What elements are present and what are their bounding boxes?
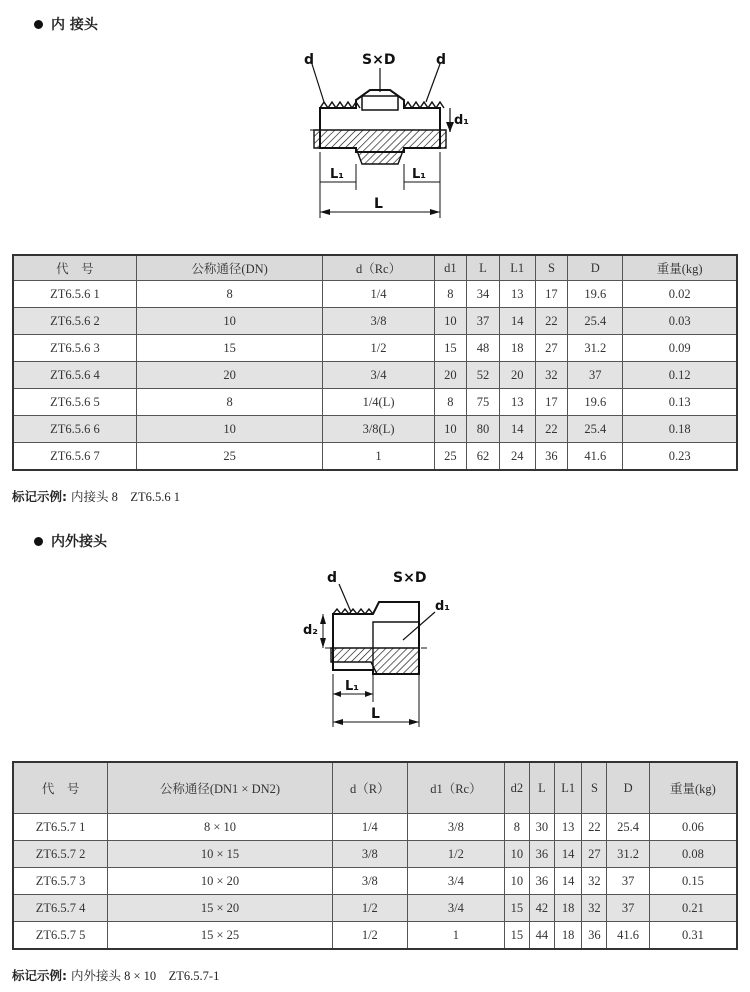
column-header: d（Rc）	[323, 255, 434, 281]
label-d-left: d	[304, 52, 315, 68]
table-cell: 10	[136, 308, 323, 335]
table-cell: ZT6.5.6 7	[13, 443, 136, 471]
table-cell: 32	[535, 362, 568, 389]
table-cell: 10	[504, 868, 529, 895]
table-cell: 15	[434, 335, 467, 362]
note-value: 内外接头 8 × 10 ZT6.5.7-1	[70, 969, 220, 983]
note-label: 标记示例:	[12, 968, 67, 983]
label-l1-left: L₁	[330, 167, 344, 182]
table-cell: 13	[499, 389, 535, 416]
table-cell: 25	[434, 443, 467, 471]
column-header: 重量(kg)	[623, 255, 737, 281]
table-cell: 22	[535, 416, 568, 443]
table-cell: 41.6	[568, 443, 623, 471]
column-header: d2	[504, 762, 529, 814]
spec-table-2	[12, 761, 738, 950]
table-cell: 14	[499, 308, 535, 335]
table-cell: 15	[504, 895, 529, 922]
table-cell: ZT6.5.7 5	[13, 922, 108, 950]
label-l1-right: L₁	[412, 167, 426, 182]
label-d1: d₁	[454, 113, 469, 128]
table-cell: 1/2	[407, 841, 504, 868]
column-header: L1	[554, 762, 582, 814]
table-cell: 75	[467, 389, 500, 416]
table-cell: 15	[136, 335, 323, 362]
table-cell: 20	[136, 362, 323, 389]
table-cell: ZT6.5.7 3	[13, 868, 108, 895]
table-cell: ZT6.5.6 2	[13, 308, 136, 335]
table-cell: 18	[554, 922, 582, 950]
table-cell: 0.18	[623, 416, 737, 443]
table-cell: 14	[554, 841, 582, 868]
table-cell: 25	[136, 443, 323, 471]
table-cell: 0.02	[623, 281, 737, 308]
label-d-right: d	[436, 52, 447, 68]
table-cell: ZT6.5.6 3	[13, 335, 136, 362]
column-header: 公称通径(DN1 × DN2)	[108, 762, 333, 814]
table-cell: 32	[582, 868, 607, 895]
column-header: L1	[499, 255, 535, 281]
table-cell: 0.13	[623, 389, 737, 416]
section-2-heading	[34, 531, 107, 551]
table-cell: 10	[136, 416, 323, 443]
table-row	[13, 814, 737, 841]
table-cell: 1/2	[332, 922, 407, 950]
column-header: 重量(kg)	[649, 762, 737, 814]
column-header: d1（Rc）	[407, 762, 504, 814]
column-header: d（R）	[332, 762, 407, 814]
table-row	[13, 443, 737, 471]
table-row	[13, 895, 737, 922]
section-1-title: 内 接头	[51, 17, 98, 33]
section-2-title: 内外接头	[51, 534, 107, 550]
table-cell: 8	[136, 281, 323, 308]
column-header: D	[568, 255, 623, 281]
table-cell: 19.6	[568, 389, 623, 416]
label-sxd: S×D	[393, 570, 427, 586]
table-cell: ZT6.5.7 4	[13, 895, 108, 922]
table-cell: 44	[529, 922, 554, 950]
column-header: L	[467, 255, 500, 281]
table-cell: 24	[499, 443, 535, 471]
table-cell: 30	[529, 814, 554, 841]
label-d: d	[327, 570, 338, 586]
table-cell: 62	[467, 443, 500, 471]
table-cell: 0.31	[649, 922, 737, 950]
table-cell: 27	[582, 841, 607, 868]
table-cell: ZT6.5.6 1	[13, 281, 136, 308]
table-cell: ZT6.5.7 1	[13, 814, 108, 841]
column-header: D	[607, 762, 649, 814]
table-cell: 10 × 20	[108, 868, 333, 895]
note-label: 标记示例:	[12, 489, 67, 504]
note-value: 内接头 8 ZT6.5.6 1	[70, 490, 181, 504]
table-cell: 52	[467, 362, 500, 389]
table-cell: 19.6	[568, 281, 623, 308]
table-cell: 27	[535, 335, 568, 362]
table-cell: ZT6.5.7 2	[13, 841, 108, 868]
table-cell: 25.4	[568, 416, 623, 443]
table-cell: 13	[499, 281, 535, 308]
table-row	[13, 922, 737, 950]
table-cell: 36	[535, 443, 568, 471]
table-cell: 0.21	[649, 895, 737, 922]
column-header: 公称通径(DN)	[136, 255, 323, 281]
table-cell: 15 × 20	[108, 895, 333, 922]
table-cell: 37	[568, 362, 623, 389]
table-cell: 37	[607, 868, 649, 895]
table-cell: 1	[407, 922, 504, 950]
table-cell: 3/4	[407, 868, 504, 895]
column-header: 代 号	[13, 762, 108, 814]
table-cell: 8	[136, 389, 323, 416]
table-cell: 41.6	[607, 922, 649, 950]
table-cell: 31.2	[607, 841, 649, 868]
table-row	[13, 868, 737, 895]
table-cell: 42	[529, 895, 554, 922]
column-header: 代 号	[13, 255, 136, 281]
table-cell: 1/4(L)	[323, 389, 434, 416]
table-cell: 14	[554, 868, 582, 895]
table-cell: 3/4	[323, 362, 434, 389]
table-cell: 8 × 10	[108, 814, 333, 841]
table-cell: ZT6.5.6 4	[13, 362, 136, 389]
table-cell: 20	[434, 362, 467, 389]
table-cell: 36	[529, 841, 554, 868]
label-d2: d₂	[303, 623, 318, 638]
table-cell: 37	[607, 895, 649, 922]
table-cell: 36	[582, 922, 607, 950]
table-cell: 25.4	[568, 308, 623, 335]
label-l1: L₁	[345, 679, 359, 694]
table-cell: 0.03	[623, 308, 737, 335]
table-cell: 3/8	[332, 868, 407, 895]
label-sxd: S×D	[362, 52, 396, 68]
reducing-bushing-drawing	[295, 562, 465, 737]
table-cell: 22	[535, 308, 568, 335]
column-header: S	[535, 255, 568, 281]
table-cell: 8	[434, 281, 467, 308]
header-row	[13, 255, 737, 281]
table-cell: 10	[504, 841, 529, 868]
table-cell: 3/8	[332, 841, 407, 868]
table-cell: 0.12	[623, 362, 737, 389]
table-cell: 3/4	[407, 895, 504, 922]
table-cell: 3/8	[407, 814, 504, 841]
label-d1: d₁	[435, 599, 450, 614]
label-l: L	[374, 196, 383, 212]
table-row	[13, 308, 737, 335]
column-header: L	[529, 762, 554, 814]
table-cell: 18	[499, 335, 535, 362]
table-row	[13, 362, 737, 389]
table-cell: 15 × 25	[108, 922, 333, 950]
label-l: L	[371, 706, 380, 722]
table-cell: 10 × 15	[108, 841, 333, 868]
table-row	[13, 841, 737, 868]
marking-example-1	[12, 487, 180, 505]
table-cell: 22	[582, 814, 607, 841]
table-cell: 25.4	[607, 814, 649, 841]
table-cell: 1/2	[332, 895, 407, 922]
table-cell: 10	[434, 416, 467, 443]
table-cell: 1	[323, 443, 434, 471]
table-cell: 10	[434, 308, 467, 335]
table-cell: 80	[467, 416, 500, 443]
table-cell: 15	[504, 922, 529, 950]
table-row	[13, 389, 737, 416]
section-1-heading	[34, 14, 98, 34]
table-cell: 1/4	[332, 814, 407, 841]
table-cell: ZT6.5.6 6	[13, 416, 136, 443]
marking-example-2	[12, 966, 219, 984]
table-cell: 18	[554, 895, 582, 922]
bullet-icon	[34, 20, 43, 29]
table-cell: 34	[467, 281, 500, 308]
column-header: S	[582, 762, 607, 814]
bullet-icon	[34, 537, 43, 546]
table-cell: 0.15	[649, 868, 737, 895]
table-cell: 32	[582, 895, 607, 922]
table-cell: 31.2	[568, 335, 623, 362]
table-cell: 0.08	[649, 841, 737, 868]
table-cell: 8	[434, 389, 467, 416]
table-cell: 37	[467, 308, 500, 335]
table-cell: 48	[467, 335, 500, 362]
table-cell: 3/8(L)	[323, 416, 434, 443]
table-cell: 8	[504, 814, 529, 841]
table-cell: 20	[499, 362, 535, 389]
table-cell: 13	[554, 814, 582, 841]
table-cell: 17	[535, 389, 568, 416]
table-cell: 17	[535, 281, 568, 308]
table-cell: 1/2	[323, 335, 434, 362]
header-row	[13, 762, 737, 814]
table-cell: 14	[499, 416, 535, 443]
table-cell: 3/8	[323, 308, 434, 335]
table-cell: 1/4	[323, 281, 434, 308]
table-row	[13, 335, 737, 362]
table-cell: 0.09	[623, 335, 737, 362]
spec-table-1	[12, 254, 738, 471]
column-header: d1	[434, 255, 467, 281]
table-row	[13, 281, 737, 308]
table-cell: 0.06	[649, 814, 737, 841]
table-row	[13, 416, 737, 443]
table-cell: ZT6.5.6 5	[13, 389, 136, 416]
table-cell: 36	[529, 868, 554, 895]
table-cell: 0.23	[623, 443, 737, 471]
hex-nipple-drawing	[290, 40, 480, 230]
